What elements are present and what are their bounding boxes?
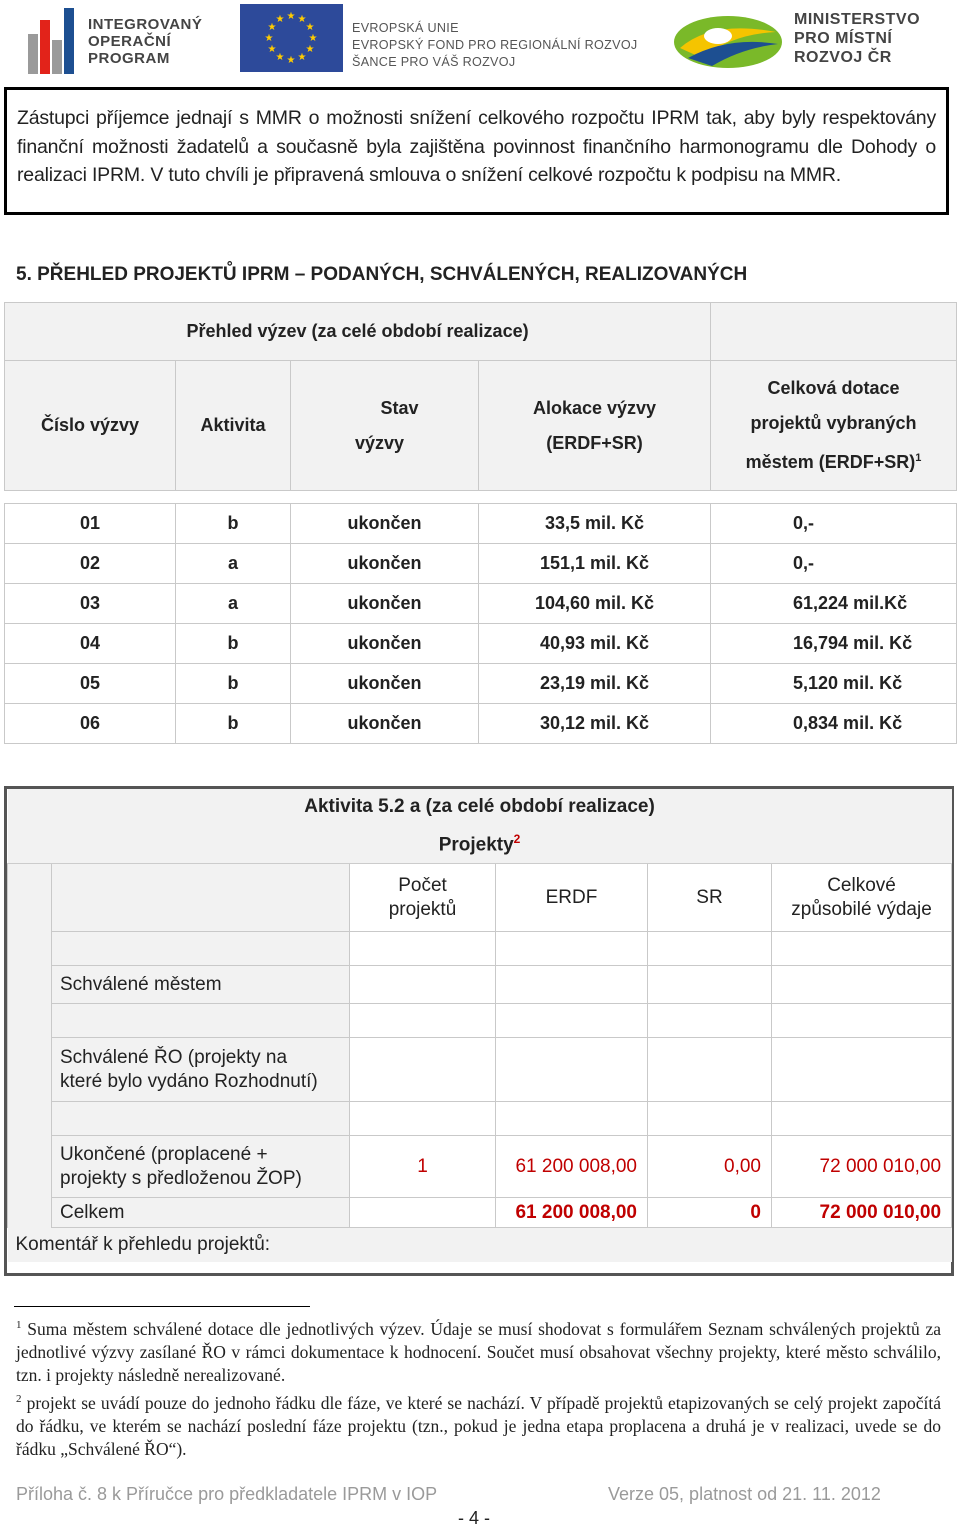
cell-aktivita: a: [176, 584, 291, 624]
svg-text:★: ★: [286, 11, 296, 22]
header-dotace-line-3-text: městem (ERDF+SR): [745, 452, 916, 472]
projects-subtitle-text: Projekty: [438, 834, 514, 856]
cell-celkem-erdf: 61 200 008,00: [496, 1198, 648, 1228]
intro-text: Zástupci příjemce jednají s MMR o možnosti snížení celkového rozpočtu IPRM tak, aby byly respektovány finanční možnosti žadatelů a současně byla zajištěna povinnost finančního harmonogramu dle Dohody o realizaci IPRM. V tuto chvíli je připravená smlouva o snížení celkové rozpočtu k podpisu na MMR.: [17, 107, 936, 186]
cell-alokace: 30,12 mil. Kč: [479, 704, 711, 744]
iop-logo-line-1: INTEGROVANÝ: [88, 16, 203, 33]
activity-projects-box: [4, 786, 954, 1276]
section-heading: 5. PŘEHLED PROJEKTŮ IPRM – PODANÝCH, SCHVÁLENÝCH, REALIZOVANÝCH: [16, 264, 748, 285]
footnote-1: [16, 1314, 941, 1388]
header-sr: SR: [648, 864, 772, 932]
cell-cislo: 03: [5, 584, 176, 624]
header-pocet-projektu: [350, 864, 496, 932]
cell-stav: ukončen: [291, 704, 479, 744]
cell-ukoncene-celkove: 72 000 010,00: [772, 1136, 952, 1198]
svg-text:★: ★: [286, 55, 296, 66]
calls-table-title-empty: [711, 303, 957, 361]
eu-text-line-1: EVROPSKÁ UNIE: [352, 21, 459, 35]
spacer-row: [8, 932, 952, 966]
cell-dotace: 0,-: [711, 504, 957, 544]
iop-bar-grey: [28, 34, 38, 74]
iop-logo: [28, 6, 228, 74]
cell-ukoncene-pocet: 1: [350, 1136, 496, 1198]
svg-text:★: ★: [275, 52, 285, 63]
footnote-rule: [14, 1306, 310, 1307]
footer-left: Příloha č. 8 k Příručce pro předkladatele IPRM v IOP: [16, 1484, 438, 1504]
cell-alokace: 40,93 mil. Kč: [479, 624, 711, 664]
cell-dotace: 5,120 mil. Kč: [711, 664, 957, 704]
cell-dotace: 61,224 mil.Kč: [711, 584, 957, 624]
svg-text:★: ★: [297, 14, 307, 25]
footnote-2-text: projekt se uvádí pouze do jednoho řádku dle fáze, ve které se nachází. V případě projektů etapizovaných se celý projekt započítá do řádku, ve kterém se nachází poslední fáze projektu (tzn., pokud je jedna etapa proplacena a druhá je v realizaci, uvede se do řádku „Schválené ŘO“).: [16, 1392, 942, 1460]
header-pocet-line-2: projektů: [388, 898, 457, 920]
mmr-text-line-1: MINISTERSTVO: [794, 11, 921, 28]
footnote-1-text: Suma městem schválené dotace dle jednotlivých výzev. Údaje se musí shodovat s formulářem Seznam schválených projektů za jednotlivé výzvy zasílané ŘO v rámci dokumentace k hodnocení. Součet musí obsahovat všechny projekty, které město schválilo, tzn. i projekty následně nerealizované.: [16, 1318, 942, 1386]
row-label-schvalene-mestem: Schválené městem: [52, 966, 350, 1004]
table-row: [8, 1038, 952, 1102]
cell-cislo: 05: [5, 664, 176, 704]
header-pocet-line-1: Počet: [398, 874, 447, 896]
svg-text:★: ★: [264, 33, 274, 44]
cell-aktivita: b: [176, 704, 291, 744]
cell-cislo: 04: [5, 624, 176, 664]
iop-bar-blue: [64, 8, 74, 74]
table-row: [5, 504, 957, 544]
eu-flag-icon: [240, 4, 343, 72]
footnote-ref-1: 1: [915, 452, 922, 464]
cell-alokace: 23,19 mil. Kč: [479, 664, 711, 704]
header-cislo-vyzvy: Číslo výzvy: [5, 361, 176, 491]
cell-cislo: 06: [5, 704, 176, 744]
row-label-ukoncene-line-2: projekty s předloženou ŽOP): [60, 1167, 302, 1189]
svg-text:★: ★: [297, 52, 307, 63]
cell-dotace: 0,-: [711, 544, 957, 584]
footnotes: [16, 1314, 941, 1461]
row-label-schvalene-ro-line-2: které bylo vydáno Rozhodnutí): [60, 1070, 318, 1092]
cell-stav: ukončen: [291, 584, 479, 624]
intro-text-box: [4, 87, 949, 215]
mmr-text-line-2: PRO MÍSTNÍ: [794, 30, 893, 47]
cell-alokace: 33,5 mil. Kč: [479, 504, 711, 544]
svg-text:★: ★: [305, 44, 315, 55]
iop-logo-line-2: OPERAČNÍ: [88, 33, 172, 50]
header-erdf: ERDF: [496, 864, 648, 932]
header-dotace-line-2: projektů vybraných: [750, 413, 917, 433]
projects-subtitle: [8, 825, 952, 864]
calls-overview-table: [4, 302, 957, 744]
projects-subtitle-row: [8, 825, 952, 864]
row-label-schvalene-ro-line-1: Schválené ŘO (projekty na: [60, 1046, 288, 1068]
activity-title-row: [8, 789, 952, 825]
cell-stav: ukončen: [291, 664, 479, 704]
mmr-text-line-3: ROZVOJ ČR: [794, 49, 892, 66]
header-aktivita: Aktivita: [176, 361, 291, 491]
table-row: [8, 1136, 952, 1198]
footnote-2-mark: 2: [16, 1392, 22, 1405]
cell-ukoncene-sr: 0,00: [648, 1136, 772, 1198]
footnote-2: [16, 1388, 941, 1462]
footnote-1-mark: 1: [16, 1319, 22, 1331]
table-row: [8, 966, 952, 1004]
row-label-celkem: Celkem: [52, 1198, 350, 1228]
iop-bar-red: [40, 20, 50, 74]
cell-cislo: 02: [5, 544, 176, 584]
eu-text: [352, 20, 638, 71]
header-dotace-line-1: Celková dotace: [767, 378, 900, 398]
row-label-ukoncene-line-1: Ukončené (proplacené +: [60, 1143, 268, 1165]
eu-stars: [240, 4, 343, 72]
activity-projects-table: [7, 789, 952, 1262]
cell-celkem-celkove: 72 000 010,00: [772, 1198, 952, 1228]
header-blank: [52, 864, 350, 932]
page-number: - 4 -: [458, 1508, 491, 1528]
svg-text:★: ★: [267, 22, 277, 33]
calls-table-header-row: [5, 361, 957, 491]
table-row: [5, 544, 957, 584]
header-alokace: [479, 361, 711, 491]
cell-aktivita: b: [176, 504, 291, 544]
row-label-schvalene-ro: [52, 1038, 350, 1102]
row-label-ukoncene: [52, 1136, 350, 1198]
svg-text:★: ★: [308, 33, 318, 44]
svg-text:★: ★: [275, 14, 285, 25]
footnote-ref-2: 2: [513, 831, 521, 846]
cell-stav: ukončen: [291, 624, 479, 664]
eu-text-line-2: EVROPSKÝ FOND PRO REGIONÁLNÍ ROZVOJ: [352, 38, 638, 52]
table-row: [5, 624, 957, 664]
mmr-text: [794, 10, 920, 67]
table-row: [5, 704, 957, 744]
cell-ukoncene-erdf: 61 200 008,00: [496, 1136, 648, 1198]
spacer-row: [8, 1004, 952, 1038]
comment-label: Komentář k přehledu projektů:: [8, 1228, 952, 1263]
header-celkova-dotace: [711, 361, 957, 491]
cell-stav: ukončen: [291, 544, 479, 584]
table-row: [5, 664, 957, 704]
header-stav-vyzvy: [291, 361, 479, 491]
calls-table-title-row: [5, 303, 957, 361]
header-stav-line-1: Stav: [380, 397, 419, 418]
table-row: [5, 584, 957, 624]
cell-stav: ukončen: [291, 504, 479, 544]
svg-text:★: ★: [267, 44, 277, 55]
activity-title: Aktivita 5.2 a (za celé období realizace): [8, 789, 952, 825]
spacer-row: [8, 1102, 952, 1136]
cell-celkem-sr: 0: [648, 1198, 772, 1228]
svg-text:★: ★: [305, 22, 315, 33]
comment-row: [8, 1228, 952, 1263]
cell-aktivita: b: [176, 664, 291, 704]
footer-right: Verze 05, platnost od 21. 11. 2012: [608, 1484, 881, 1504]
cell-dotace: 0,834 mil. Kč: [711, 704, 957, 744]
header-dotace-line-3: [711, 441, 956, 480]
cell-cislo: 01: [5, 504, 176, 544]
cell-aktivita: b: [176, 624, 291, 664]
iop-logo-line-3: PROGRAM: [88, 50, 170, 67]
calls-table-spacer: [5, 491, 957, 504]
header-stav-line-2: výzvy: [355, 432, 405, 453]
projects-header-row: [8, 864, 952, 932]
header-celkove-line-2: způsobilé výdaje: [791, 898, 932, 920]
cell-dotace: 16,794 mil. Kč: [711, 624, 957, 664]
eu-text-line-3: ŠANCE PRO VÁŠ ROZVOJ: [352, 55, 516, 69]
mmr-logo-icon: [672, 14, 784, 70]
iop-bar-grey-2: [52, 40, 62, 74]
table-row-celkem: [8, 1198, 952, 1228]
header-celkove-vydaje: [772, 864, 952, 932]
header-alokace-line-2: (ERDF+SR): [546, 432, 643, 453]
iop-logo-text: [88, 16, 202, 67]
cell-alokace: 151,1 mil. Kč: [479, 544, 711, 584]
cell-aktivita: a: [176, 544, 291, 584]
header-celkove-line-1: Celkové: [827, 874, 896, 896]
header-alokace-line-1: Alokace výzvy: [532, 397, 657, 418]
calls-table-title: Přehled výzev (za celé období realizace): [5, 303, 711, 361]
cell-alokace: 104,60 mil. Kč: [479, 584, 711, 624]
